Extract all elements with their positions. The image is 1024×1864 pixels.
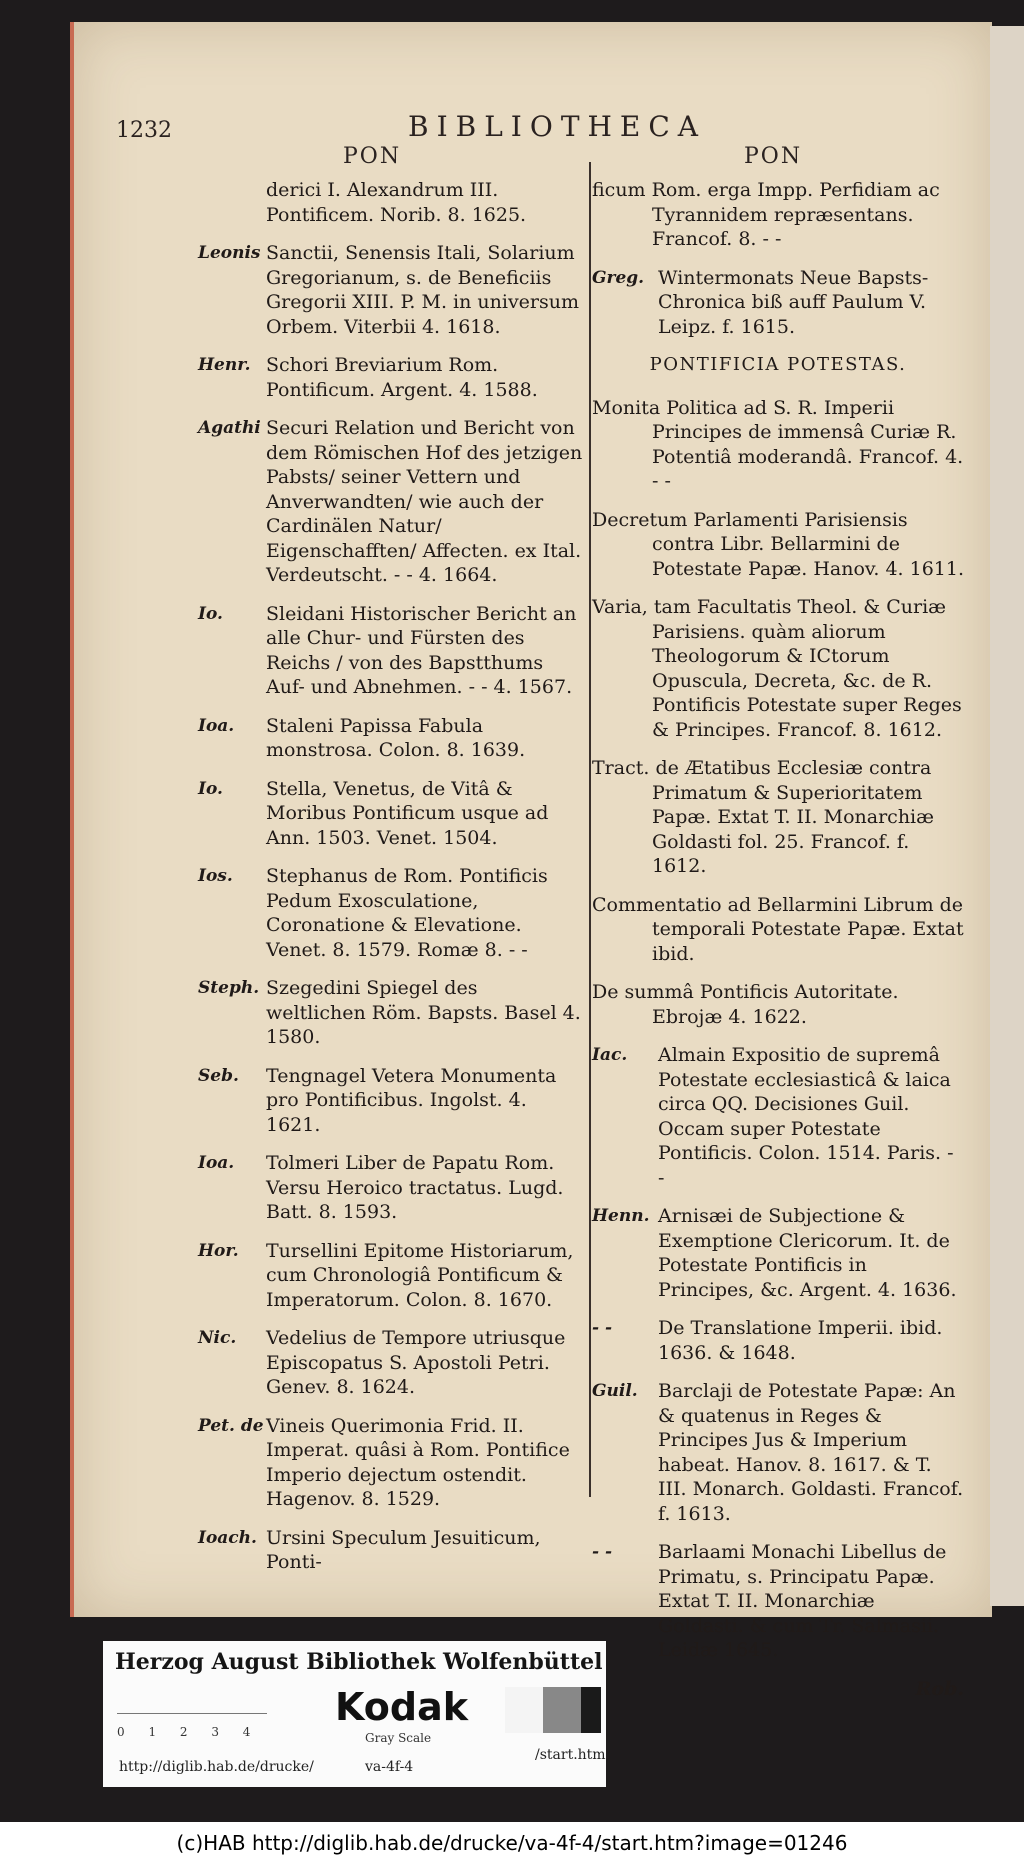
entry-text: Sanctii, Senensis Itali, Solarium Gregorianum, s. de Beneficiis Gregorii XIII. P. M. in universum Orbem. Viterbii 4. 1618. [266,242,580,338]
entry-forename: Agathi [198,418,261,438]
card-title: Herzog August Bibliothek Wolfenbüttel [115,1649,603,1675]
entry-text: Staleni Papissa Fabula monstrosa. Colon. 8. 1639. [266,714,526,761]
entry-forename: Io. [198,778,223,799]
entry-forename: Iac. [592,1045,628,1065]
bibliography-entry [198,714,583,763]
bibliography-entry [198,976,583,1050]
entry-forename: Guil. [592,1381,638,1401]
entry-text: Barclaji de Potestate Papæ: An & quatenus in Reges & Principes Jus & Imperium habeat. Hanov. 8. 1617. & T. III. Monarch. Goldasti. Francof. f. 1613. [658,1380,964,1525]
bibliography-entry [592,1316,964,1365]
bibliography-entry [592,1379,964,1526]
entry-forename: Greg. [592,267,645,288]
bibliography-entry [198,1239,583,1313]
card-url-shelfmark: va-4f-4 [365,1759,414,1775]
entry-text: Stella, Venetus, de Vitâ & Moribus Pontificum usque ad Ann. 1503. Venet. 1504. [266,777,549,849]
entry-text: Schori Breviarium Rom. Pontificum. Argent. 4. 1588. [266,354,538,401]
entry-text: Almain Expositio de supremâ Potestate ecclesiasticâ & laica circa QQ. Decisiones Guil. Occam super Potestate Pontificis. Colon. 1514. Paris. - - [658,1044,954,1189]
entry-text: Vedelius de Tempore utriusque Episcopatus S. Apostoli Petri. Genev. 8. 1624. [266,1327,566,1398]
bibliography-entry [198,178,583,227]
page-number: 1232 [116,118,172,143]
section-title: PONTIFICIA POTESTAS. [649,354,907,375]
bibliography-entry [198,353,583,402]
entry-text: Decretum Parlamenti Parisiensis contra Libr. Bellarmini de Potestate Papæ. Hanov. 4. 1611. [592,508,965,580]
catchword: Rob. [915,1677,964,1700]
entry-text: Stephanus de Rom. Pontificis Pedum Exosculatione, Coronatione & Elevatione. Venet. 8. 1579. Romæ 8. - - [266,865,548,961]
entry-forename: - - [592,1542,613,1562]
gray-scale-label: Gray Scale [365,1731,432,1745]
bibliography-entry [198,416,583,588]
card-url-file: /start.htm [535,1747,606,1763]
bibliography-entry [592,1043,964,1190]
entry-forename: Henn. [592,1206,650,1226]
entry-forename: Ioa. [198,715,235,736]
entry-text: Arnisæi de Subjectione & Exemptione Clericorum. It. de Potestate Pontificis in Principes, &c. Argent. 4. 1636. [658,1205,957,1301]
bibliography-entry [592,266,964,340]
entry-text: derici I. Alexandrum III. Pontificem. Norib. 8. 1625. [266,179,527,226]
right-column [592,178,964,1701]
entry-forename: Leonis [198,243,261,263]
left-column [198,178,583,1589]
copyright-footer: (c)HAB http://diglib.hab.de/drucke/va-4f-4/start.htm?image=01246 [0,1822,1024,1864]
bibliography-entry [592,396,964,494]
entry-text: Tolmeri Liber de Papatu Rom. Versu Heroico tractatus. Lugd. Batt. 8. 1593. [266,1152,564,1223]
entry-forename: Ioach. [198,1527,257,1548]
entry-forename: Hor. [198,1240,239,1261]
entry-forename: Henr. [198,355,251,375]
entry-text: Varia, tam Facultatis Theol. & Curiæ Parisiens. quàm aliorum Theologorum & ICtorum Opuscula, Decreta, &c. de R. Pontificis Potestate super Reges & Principes. Francof. 8. 1612. [592,596,962,741]
bibliography-entry [198,602,583,700]
library-color-card [103,1641,606,1787]
bibliography-entry [592,893,964,967]
card-url-base: http://diglib.hab.de/drucke/ [119,1759,314,1775]
ruler-scale [117,1699,267,1714]
bibliography-entry [592,595,964,742]
right-column-top [592,178,964,339]
entry-text: De Translatione Imperii. ibid. 1636. & 1648. [658,1317,943,1364]
ruler-ticks: 0 1 2 3 4 [117,1725,251,1739]
entry-forename: Ioa. [198,1153,235,1173]
bibliography-entry [592,178,964,252]
bibliography-entry [592,756,964,879]
right-column-heading: PON [744,144,803,169]
bibliography-entry [198,241,583,339]
bibliography-entry [198,864,583,962]
entry-text: Securi Relation und Bericht von dem Römischen Hof des jetzigen Pabsts/ seiner Vettern und Anverwandten/ wie auch der Cardinälen Natur/ Eigenschafften/ Affecten. ex Ital. Verdeutscht. - - 4. 1664. [266,417,583,586]
entry-forename: Ios. [198,866,233,886]
gray-swatch-black [581,1687,601,1733]
bibliography-entry [198,1151,583,1225]
entry-forename: Seb. [198,1065,239,1086]
column-divider [589,162,591,1497]
bibliography-entry [198,1064,583,1138]
entry-text: Vineis Querimonia Frid. II. Imperat. quâsi à Rom. Pontifice Imperio dejectum ostendit. Hagenov. 8. 1529. [266,1414,570,1510]
bibliography-entry [198,1526,583,1575]
entry-text: Monita Politica ad S. R. Imperii Principes de immensâ Curiæ R. Potentiâ moderandâ. Francof. 4. - - [592,396,964,492]
entry-text: ficum Rom. erga Impp. Perfidiam ac Tyrannidem repræsentans. Francof. 8. - - [592,179,940,250]
entry-text: Wintermonats Neue Bapsts-Chronica biß auff Paulum V. Leipz. f. 1615. [658,266,929,338]
right-section-entries [592,396,964,1663]
gray-swatch-mid [543,1687,581,1733]
bibliography-entry [592,508,964,582]
left-column-heading: PON [343,144,402,169]
entry-forename: - - [592,1318,613,1338]
entry-text: De summâ Pontificis Autoritate. Ebrojæ 4. 1622. [592,981,899,1028]
entry-text: Tursellini Epitome Historiarum, cum Chronologiâ Pontificum & Imperatorum. Colon. 8. 1670. [266,1239,574,1311]
kodak-logo: Kodak [335,1685,468,1729]
running-head: BIBLIOTHECA [408,110,706,143]
entry-forename: Pet. de [198,1415,264,1436]
entry-text: Tengnagel Vetera Monumenta pro Pontificibus. Ingolst. 4. 1621. [266,1064,557,1136]
bibliography-entry [592,1204,964,1302]
bibliography-entry [592,980,964,1029]
entry-forename: Io. [198,603,223,624]
entry-forename-spacer [198,178,266,227]
bibliography-entry [198,1326,583,1400]
entry-forename: Steph. [198,978,260,998]
entry-forename: Nic. [198,1328,237,1348]
entry-text: Barlaami Monachi Libellus de Primatu, s. Principatu Papæ. Extat T. II. Monarchiæ Goldasti. & cum Tr. Salmasii. Leidæ 1645. [658,1541,947,1661]
entry-text: Sleidani Historischer Bericht an alle Chur- und Fürsten des Reichs / von des Bapstthums Auf- und Abnehmen. - - 4. 1567. [266,602,577,698]
entry-text: Szegedini Spiegel des weltlichen Röm. Bapsts. Basel 4. 1580. [266,977,581,1048]
bibliography-entry [198,1414,583,1512]
gray-swatch-white [505,1687,543,1733]
bibliography-entry [198,777,583,851]
entry-text: Ursini Speculum Jesuiticum, Ponti- [266,1526,541,1573]
bibliography-entry [592,1540,964,1663]
next-page-edge [990,26,1024,1606]
entry-text: Tract. de Ætatibus Ecclesiæ contra Primatum & Superioritatem Papæ. Extat T. II. Monarchiæ Goldasti fol. 25. Francof. f. 1612. [592,757,934,877]
entry-text: Commentatio ad Bellarmini Librum de temporali Potestate Papæ. Extat ibid. [592,893,964,965]
